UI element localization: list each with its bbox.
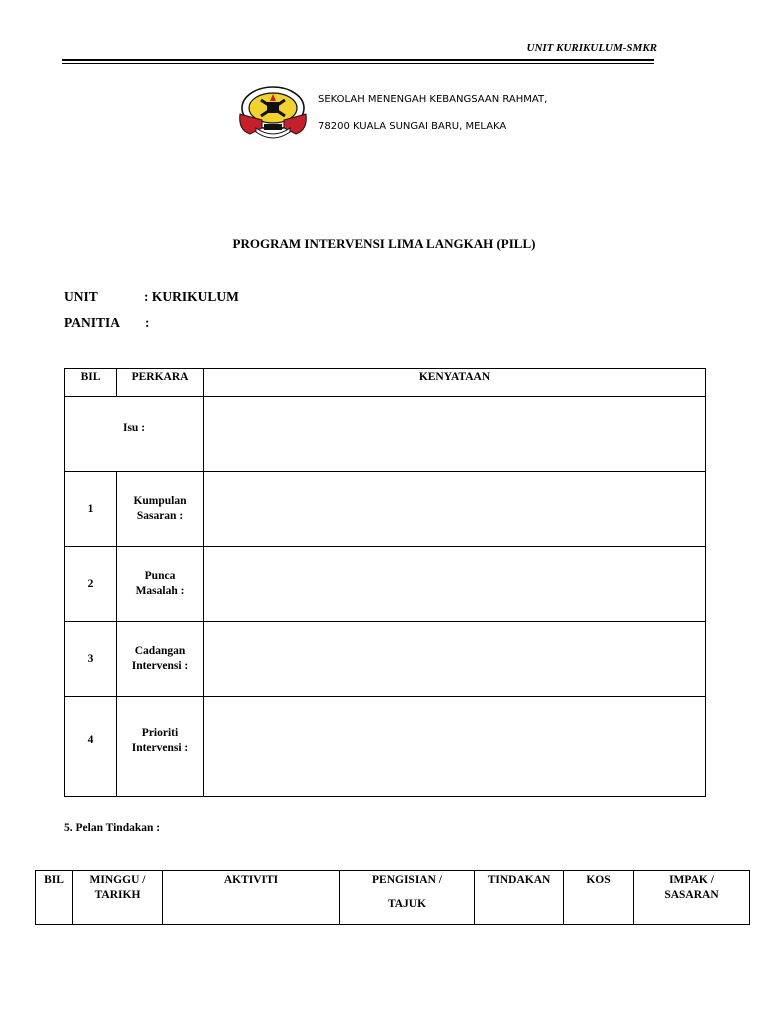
intervention-table (64, 368, 706, 797)
action-plan-table (35, 870, 750, 925)
action-plan-header-row (36, 871, 750, 925)
row-bil: 4 (65, 697, 117, 797)
table-row (65, 697, 706, 797)
row-bil: 3 (65, 622, 117, 697)
row-perkara: Kumpulan Sasaran : (117, 472, 204, 547)
header-perkara: PERKARA (117, 369, 204, 397)
isu-label: Isu : (65, 397, 204, 472)
header-pengisian-tajuk: PENGISIAN / TAJUK (340, 871, 475, 925)
table-row (65, 472, 706, 547)
header-bil: BIL (36, 871, 73, 925)
header-aktiviti: AKTIVITI (163, 871, 340, 925)
header-minggu-tarikh: MINGGU / TARIKH (73, 871, 163, 925)
row-perkara: Cadangan Intervensi : (117, 622, 204, 697)
document-title: PROGRAM INTERVENSI LIMA LANGKAH (PILL) (232, 236, 536, 251)
header-kenyataan: KENYATAAN (204, 369, 706, 397)
school-crest-icon (236, 84, 310, 142)
table-row (65, 547, 706, 622)
header-rule-thick (62, 59, 654, 61)
unit-label: UNIT (64, 289, 98, 304)
table-header-row (65, 369, 706, 397)
statement-cell[interactable] (204, 547, 706, 622)
school-name: SEKOLAH MENENGAH KEBANGSAAN RAHMAT, (318, 94, 548, 105)
statement-cell[interactable] (204, 697, 706, 797)
row-bil: 1 (65, 472, 117, 547)
row-perkara: Punca Masalah : (117, 547, 204, 622)
header-impak-sasaran: IMPAK / SASARAN (634, 871, 750, 925)
action-plan-label: 5. Pelan Tindakan : (64, 822, 161, 834)
row-perkara: Prioriti Intervensi : (117, 697, 204, 797)
header-bil: BIL (65, 369, 117, 397)
table-row-isu (65, 397, 706, 472)
unit-value: : KURIKULUM (144, 289, 239, 304)
header-tindakan: TINDAKAN (475, 871, 564, 925)
panitia-value: : (145, 315, 150, 330)
panitia-label: PANITIA (64, 315, 121, 330)
row-bil: 2 (65, 547, 117, 622)
header-kos: KOS (564, 871, 634, 925)
statement-cell[interactable] (204, 472, 706, 547)
header-rule-thin (62, 63, 654, 64)
isu-statement-cell[interactable] (204, 397, 706, 472)
school-address: 78200 KUALA SUNGAI BARU, MELAKA (318, 121, 507, 132)
header-unit-label: UNIT KURIKULUM-SMKR (526, 42, 657, 54)
table-row (65, 622, 706, 697)
statement-cell[interactable] (204, 622, 706, 697)
